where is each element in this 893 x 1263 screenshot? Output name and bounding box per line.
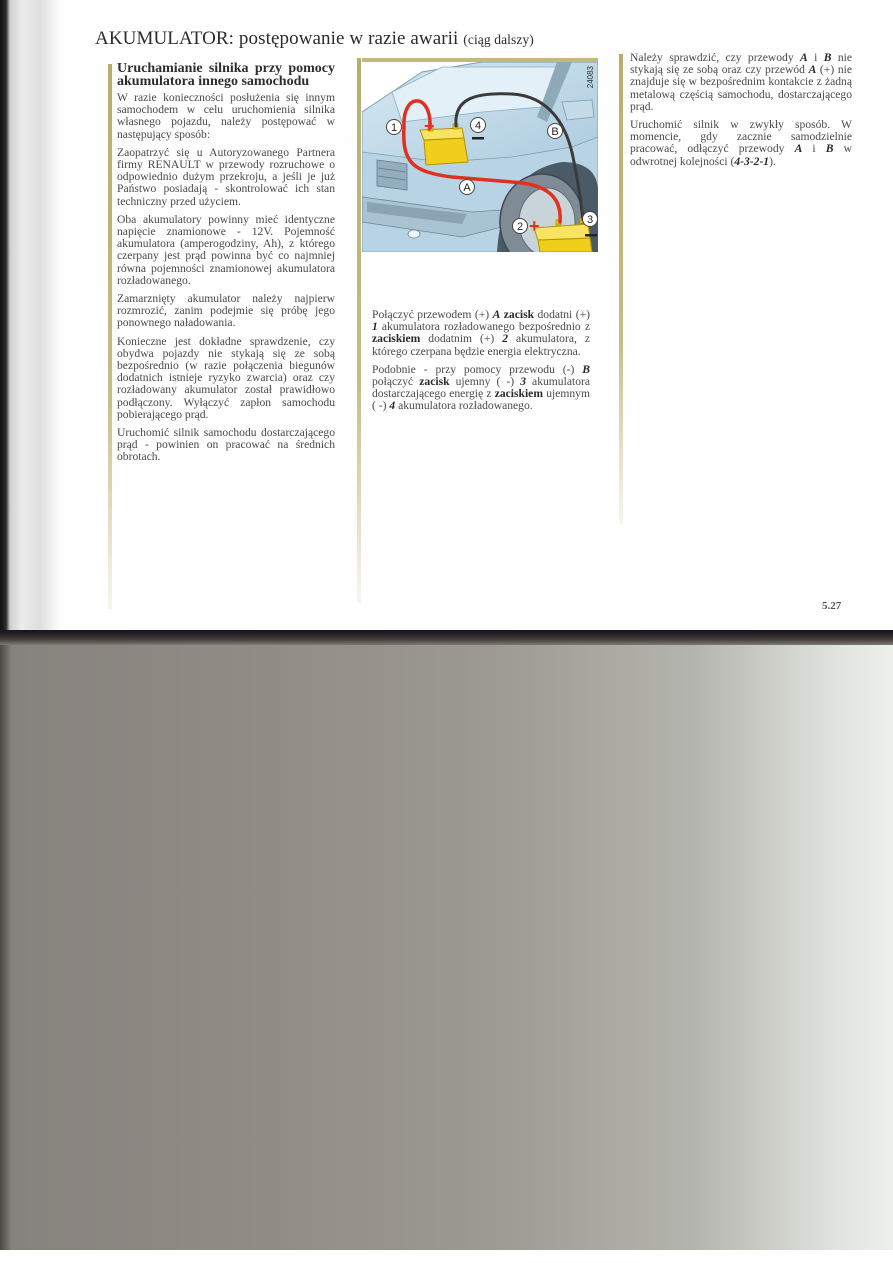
- paragraph: Zamarznięty akumulator należy najpierw rozmrozić, zanim podejmie się próbę jego ponownego naładowania.: [117, 292, 335, 330]
- column3-accent-bar: [619, 54, 623, 524]
- plus-sign-1: +: [424, 116, 435, 136]
- column2-accent-bar: [357, 58, 361, 603]
- paragraph: Konieczne jest dokładne sprawdzenie, czy obydwa pojazdy nie stykają się ze sobą bezpośrednio (w razie połączenia biegunów dodatnich istnieje ryzyko zwarcia) oraz czy rozładowany akumulator został prawidłowo podłączony. Wyłączyć zapłon samochodu pobierającego prąd.: [117, 334, 335, 421]
- column2: [372, 309, 590, 419]
- column1-accent-bar: [108, 64, 112, 609]
- terminal-label-1: 1: [390, 122, 398, 134]
- paragraph: Połączyć przewodem (+) A zacisk dodatni (+) 1 akumulatora rozładowanego bezpośrednio z zaciskiem dodatnim (+) 2 akumulatora, z którego czerpana będzie energia elektryczna.: [372, 308, 590, 358]
- terminal-label-3: 3: [586, 214, 594, 226]
- paragraph: W razie konieczności posłużenia się innym samochodem w celu uruchomienia silnika własnego pojazdu, należy postępować w następujący sposób:: [117, 91, 335, 141]
- column1: [117, 62, 335, 470]
- paragraph: Podobnie - przy pomocy przewodu (-) B połączyć zacisk ujemny ( -) 3 akumulatora dostarczającego energię z zaciskiem ujemnym ( -) 4 akumulatora rozładowanego.: [372, 362, 590, 413]
- page-number: 5.27: [822, 600, 842, 612]
- paragraph: Oba akumulatory powinny mieć identyczne napięcie znamionowe - 12V. Pojemność akumulatora (amperogodziny, Ah), z którego czerpany jest prąd powinna być co najmniej równa pojemności znamionowej akumulatora rozładowanego.: [117, 212, 335, 287]
- column3: [630, 52, 852, 174]
- terminal-label-2: 2: [516, 221, 524, 233]
- plus-sign-2: +: [529, 216, 540, 236]
- paragraph: Należy sprawdzić, czy przewody A i B nie stykają się ze sobą oraz czy przewód A (+) nie znajduje się w bezpośrednim kontakcie z żadną metalową częścią samochodu, dostarczającego prąd.: [630, 51, 852, 113]
- cable-label-b: B: [551, 126, 559, 138]
- page-title-main: AKUMULATOR: postępowanie w razie awarii: [95, 28, 459, 49]
- scan-bottom-margin: [0, 1250, 893, 1263]
- section-heading: Uruchamianie silnika przy pomocy akumulatora innego samochodu: [117, 61, 335, 89]
- paragraph: Uruchomić silnik samochodu dostarczającego prąd - powinien on pracować na średnich obrotach.: [117, 426, 335, 464]
- page-title-continued: (ciąg dalszy): [463, 32, 534, 47]
- page-title: [95, 28, 534, 50]
- paragraph: Zaopatrzyć się u Autoryzowanego Partnera firmy RENAULT w przewody rozruchowe o odpowiednio dużym przekroju, a jeśli je już Państwo posiadają - skontrolować ich stan techniczny przed użyciem.: [117, 145, 335, 208]
- car-battery-diagram: [362, 62, 598, 252]
- minus-sign-4: [472, 137, 484, 140]
- book-binding-edge: [0, 0, 62, 632]
- figure-reference-number: 24083: [586, 66, 595, 89]
- jump-start-illustration: [362, 58, 598, 252]
- page-bottom-shadow: [0, 630, 893, 645]
- scanner-background: [0, 645, 893, 1250]
- minus-sign-3: [585, 234, 597, 237]
- paragraph: Uruchomić silnik w zwykły sposób. W momencie, gdy zacznie samodzielnie pracować, odłączyć przewody A i B w odwrotnej kolejności (4-3-2-1).: [630, 118, 852, 168]
- cable-label-a: A: [463, 182, 471, 194]
- terminal-label-4: 4: [474, 120, 482, 132]
